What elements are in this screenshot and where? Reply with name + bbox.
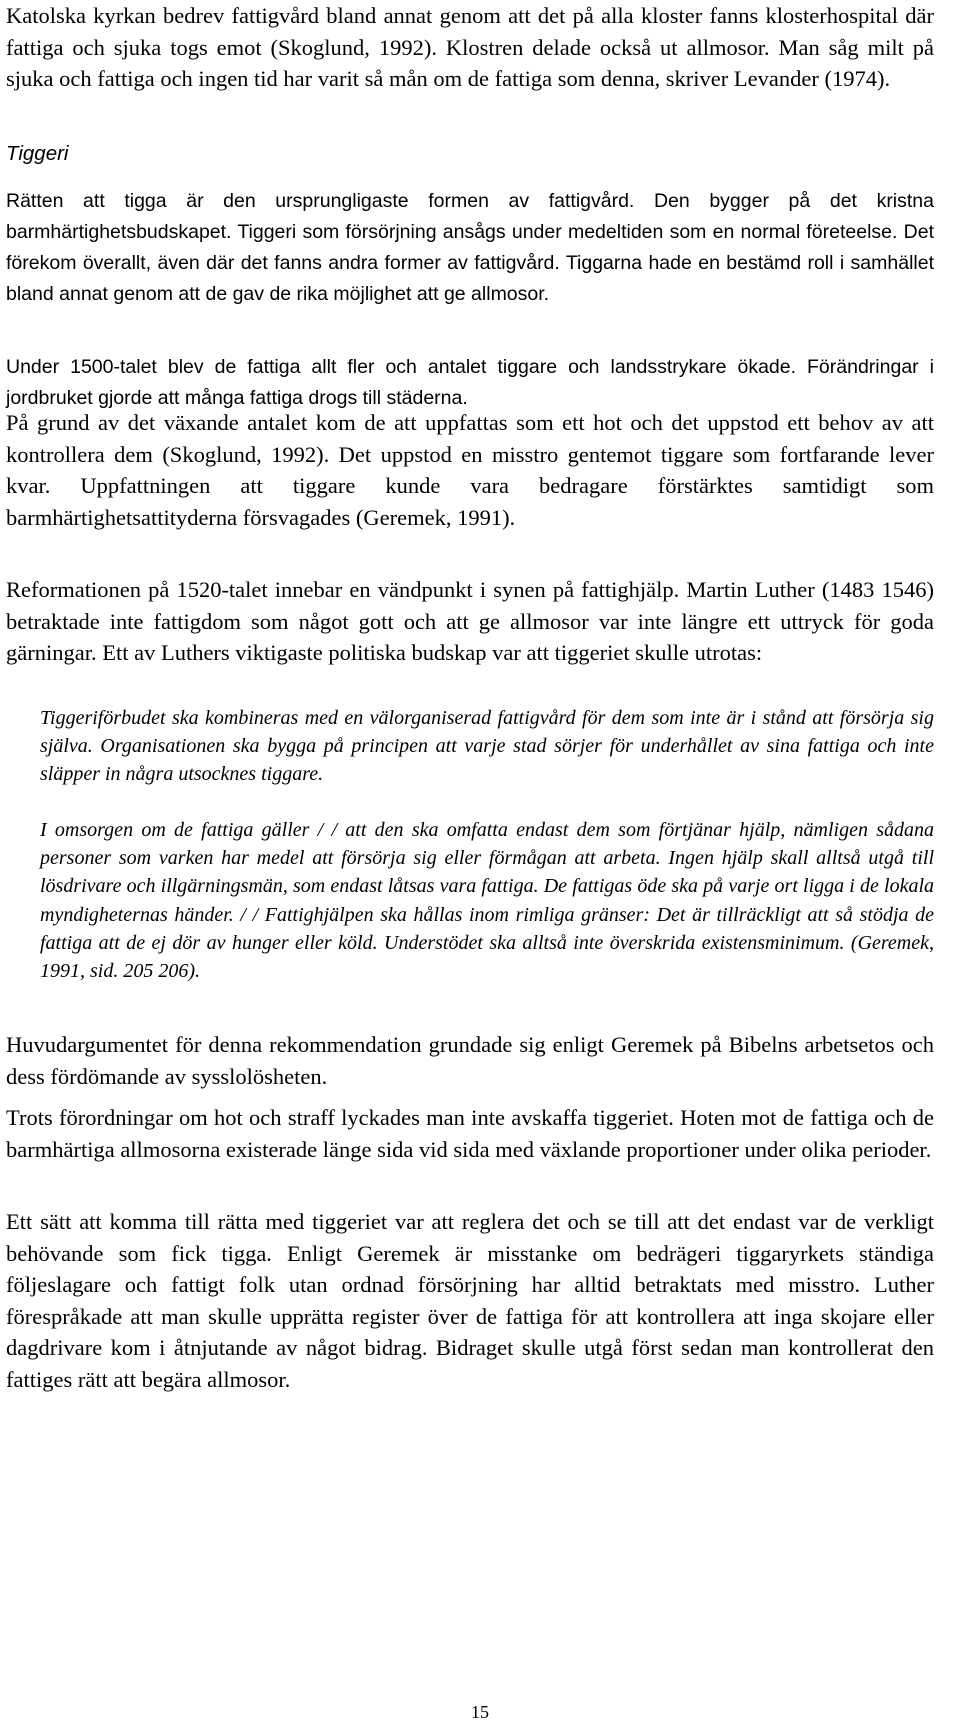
body-paragraph: Under 1500-talet blev de fattiga allt fler och antalet tiggare och landsstrykare ökade. Förändringar i jordbruket gjorde att många fattiga drogs till städerna. (6, 356, 934, 409)
body-paragraph: Huvudargumentet för denna rekommendation grundade sig enligt Geremek på Bibelns arbetsetos och dess fördömande av sysslolösheten. (6, 1032, 934, 1089)
body-paragraph: Ett sätt att komma till rätta med tiggeriet var att reglera det och se till att det endast var de verkligt behövande som fick tigga. Enligt Geremek är misstanke om bedrägeri tiggaryrkets ständiga följeslagare och fattigt folk utan ordnad försörjning har alltid betraktats med misstro. Luther förespråkade att man skulle upprätta register över de fattiga för att kontrollera att inga skojare eller dagdrivare kom i åtnjutande av något bidrag. Bidraget skulle utgå först sedan man kontrollerat den fattiges rätt att begära allmosor. (6, 1209, 934, 1392)
block-quote: I omsorgen om de fattiga gäller / / att den ska omfatta endast dem som förtjänar hjälp, nämligen sådana personer som varken har medel att försörja sig eller förmågan att arbeta. Ingen hjälp skall alltså utgå till lösdrivare och illgärningsmän, som endast låtsas vara fattiga. De fattigas öde ska på varje ort ligga i de lokala myndigheternas händer. / / Fattighjälpen ska hållas inom rimliga gränser: Det är tillräckligt att så stödja de fattiga att de ej dör av hunger eller köld. Understödet ska alltså inte överskrida existensminimum. (Geremek, 1991, sid. 205 206). (40, 819, 934, 983)
body-paragraph: Trots förordningar om hot och straff lyckades man inte avskaffa tiggeriet. Hoten mot de fattiga och de barmhärtiga allmosorna existerade länge sida vid sida med växlande proportioner under olika perioder. (6, 1105, 934, 1162)
block-quote: Tiggeriförbudet ska kombineras med en välorganiserad fattigvård för dem som inte är i stånd att försörja sig själva. Organisationen ska bygga på principen att varje stad sörjer för underhållet av sina fattiga och inte släpper in några utsocknes tiggare. (40, 707, 934, 786)
body-paragraph: På grund av det växande antalet kom de att uppfattas som ett hot och det uppstod ett behov av att kontrollera dem (Skoglund, 1992). Det uppstod en misstro gentemot tiggare som fortfarande lever kvar. Uppfattningen att tiggare kunde vara bedragare förstärktes samtidigt som barmhärtighetsattityderna försvagades (Geremek, 1991). (6, 410, 934, 530)
section-heading: Tiggeri (6, 142, 69, 165)
page-number: 15 (471, 1702, 489, 1722)
body-paragraph: Rätten att tigga är den ursprungligaste formen av fattigvård. Den bygger på det kristna barmhärtighetsbudskapet. Tiggeri som försörjning ansågs under medeltiden som en normal företeelse. Det förekom överallt, även där det fanns andra former av fattigvård. Tiggarna hade en bestämd roll i samhället bland annat genom att de gav de rika möjlighet att ge allmosor. (6, 190, 934, 305)
intro-paragraph: Katolska kyrkan bedrev fattigvård bland annat genom att det på alla kloster fanns klosterhospital där fattiga och sjuka togs emot (Skoglund, 1992). Klostren delade också ut allmosor. Man såg milt på sjuka och fattiga och ingen tid har varit så mån om de fattiga som denna, skriver Levander (1974). (6, 3, 934, 91)
body-paragraph: Reformationen på 1520-talet innebar en vändpunkt i synen på fattighjälp. Martin Luther (1483 1546) betraktade inte fattigdom som något gott och att ge allmosor var inte längre ett uttryck för goda gärningar. Ett av Luthers viktigaste politiska budskap var att tiggeriet skulle utrotas: (6, 577, 934, 665)
